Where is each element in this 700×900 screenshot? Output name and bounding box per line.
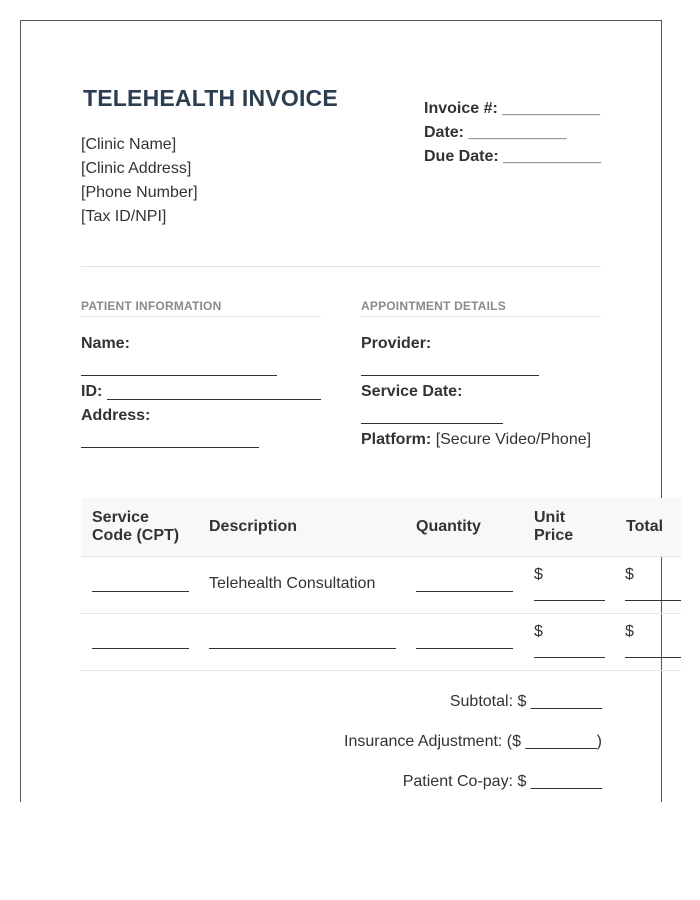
header-service-code (92, 509, 179, 545)
service-date-field[interactable] (361, 423, 503, 424)
invoice-sheet (20, 20, 662, 802)
insurance-adjustment-line: Insurance Adjustment: ($ ________) (344, 733, 602, 750)
header-quantity: Quantity (416, 518, 481, 535)
invoice-due-date: Due Date: ___________ (424, 148, 602, 165)
header-service-code-line1: Service (92, 509, 149, 526)
patient-id-field[interactable] (107, 399, 321, 400)
row1-quantity-field[interactable] (416, 591, 513, 592)
row2-divider (81, 670, 681, 671)
patient-heading-rule (81, 316, 321, 317)
patient-name-label: Name: (81, 335, 130, 352)
invoice-number: Invoice #: ___________ (424, 100, 601, 117)
header-unit-price-line1: Unit (534, 509, 566, 526)
appointment-details-heading: APPOINTMENT DETAILS (361, 299, 506, 313)
platform-line (361, 431, 591, 449)
header-total: Total (626, 518, 664, 535)
platform-value: [Secure Video/Phone] (435, 431, 592, 448)
row1-unit-price-prefix: $ (534, 566, 543, 583)
clinic-name: [Clinic Name] (81, 136, 177, 153)
header-unit-price-line2: Price (534, 527, 574, 544)
row1-description: Telehealth Consultation (209, 575, 376, 592)
platform-label: Platform: (361, 431, 432, 448)
row2-total-prefix: $ (625, 623, 634, 640)
invoice-title: TELEHEALTH INVOICE (83, 85, 338, 111)
patient-info-heading: PATIENT INFORMATION (81, 299, 222, 313)
header-service-code-line2: Code (CPT) (92, 527, 180, 544)
row2-description-field[interactable] (209, 648, 396, 649)
header-description: Description (209, 518, 298, 535)
patient-name-field[interactable] (81, 375, 277, 376)
clinic-phone: [Phone Number] (81, 184, 198, 201)
row1-total-prefix: $ (625, 566, 634, 583)
row1-total-field[interactable] (625, 600, 681, 601)
provider-field[interactable] (361, 375, 539, 376)
provider-label: Provider: (361, 335, 432, 352)
header-unit-price (534, 509, 573, 545)
row1-code-field[interactable] (92, 591, 189, 592)
row1-unit-price-field[interactable] (534, 600, 605, 601)
clinic-address: [Clinic Address] (81, 160, 192, 177)
patient-address-field[interactable] (81, 447, 259, 448)
row2-total-field[interactable] (625, 657, 681, 658)
invoice-date: Date: ___________ (424, 124, 567, 141)
header-divider (81, 266, 601, 267)
patient-id-label: ID: (81, 383, 103, 400)
patient-copay-line: Patient Co-pay: $ ________ (402, 773, 602, 790)
row2-unit-price-field[interactable] (534, 657, 605, 658)
service-date-label: Service Date: (361, 383, 463, 400)
row2-quantity-field[interactable] (416, 648, 513, 649)
subtotal-line: Subtotal: $ ________ (449, 693, 602, 710)
row2-unit-price-prefix: $ (534, 623, 543, 640)
appointment-heading-rule (361, 316, 601, 317)
row1-divider (81, 613, 681, 614)
patient-address-label: Address: (81, 407, 151, 424)
clinic-tax-id: [Tax ID/NPI] (81, 208, 167, 225)
row2-code-field[interactable] (92, 648, 189, 649)
